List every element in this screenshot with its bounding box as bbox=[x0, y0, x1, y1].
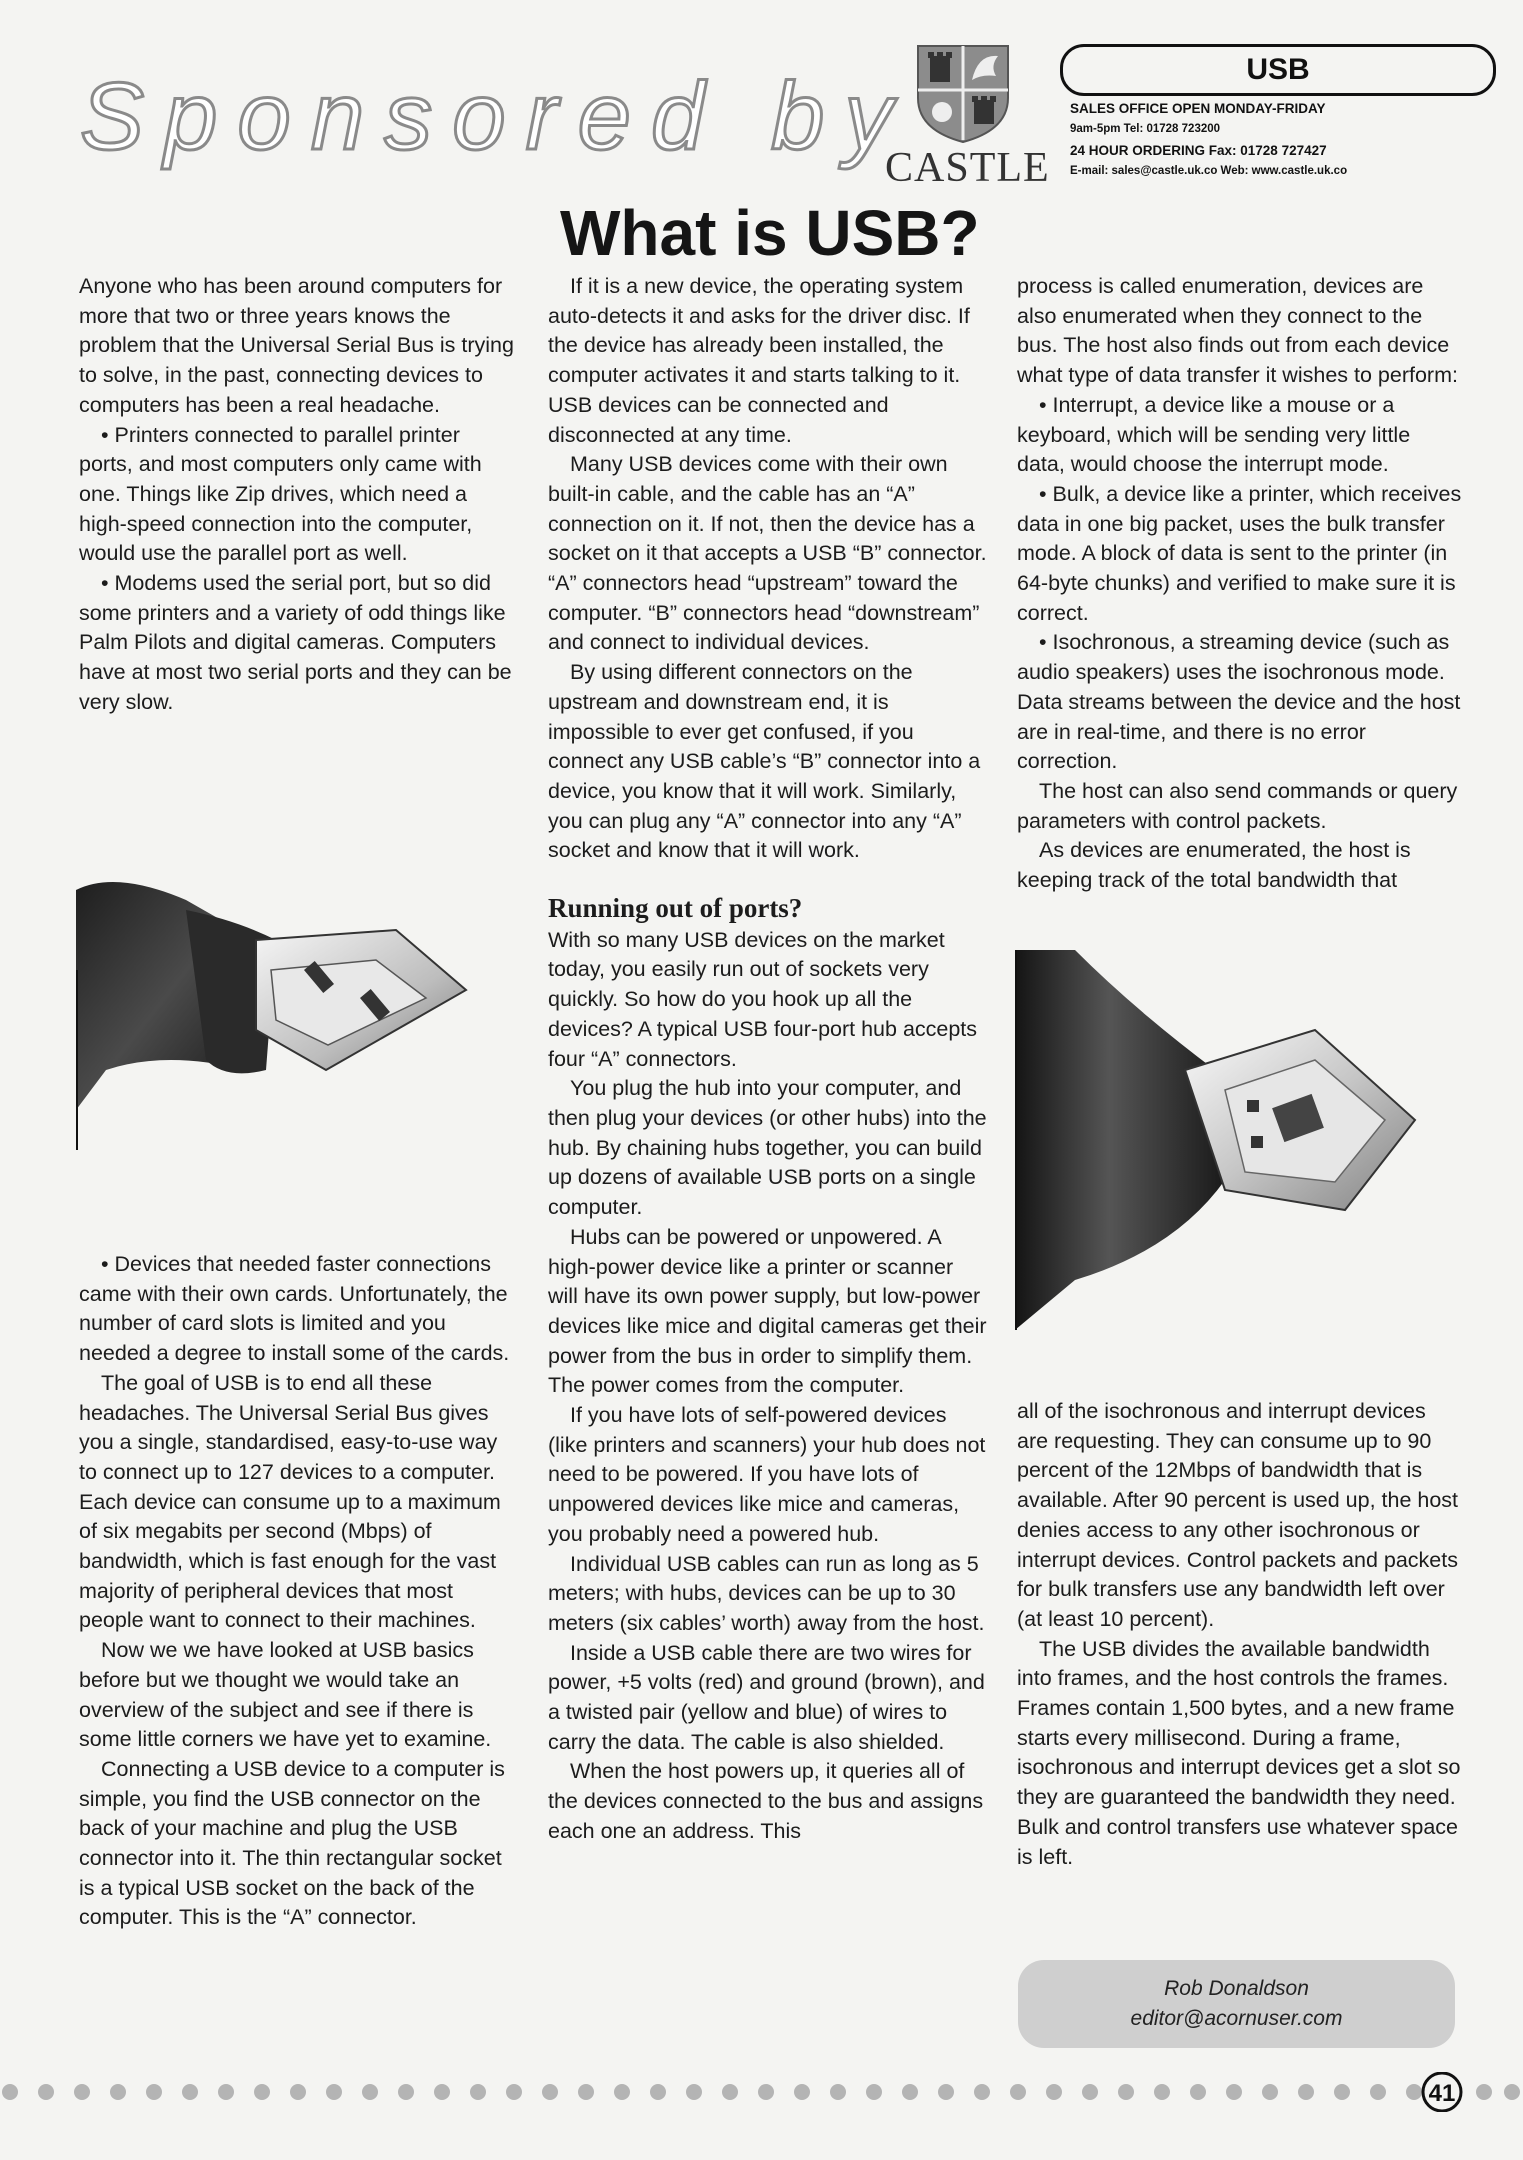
paragraph: • Printers connected to parallel printer ports, and most computers only came with one. Things like Zip drives, which need a high-speed connection into the computer, would use the parallel port as well. bbox=[79, 422, 482, 566]
footer-dot bbox=[1082, 2084, 1098, 2100]
sales-ordering: 24 HOUR ORDERING Fax: 01728 727427 bbox=[1070, 143, 1327, 158]
footer-dot bbox=[686, 2084, 702, 2100]
footer-dot bbox=[182, 2084, 198, 2100]
footer-dot bbox=[542, 2084, 558, 2100]
footer-dot bbox=[38, 2084, 54, 2100]
footer-dot bbox=[1406, 2084, 1422, 2100]
sales-contact: E-mail: sales@castle.uk.co Web: www.castle.uk.co bbox=[1070, 165, 1348, 177]
footer-dot bbox=[2, 2084, 18, 2100]
footer-dot bbox=[362, 2084, 378, 2100]
paragraph: If you have lots of self-powered devices (like printers and scanners) your hub does not need to be powered. If you have lots of unpowered devices like mice and cameras, you probably need a powered hub. bbox=[548, 1403, 986, 1546]
footer-dot bbox=[1154, 2084, 1170, 2100]
footer-dot bbox=[614, 2084, 630, 2100]
footer-dot bbox=[866, 2084, 882, 2100]
section-tab: USB bbox=[1060, 44, 1496, 96]
page-number: 41 bbox=[1428, 2080, 1456, 2107]
footer-dot bbox=[434, 2084, 450, 2100]
column-3-top bbox=[1017, 272, 1462, 896]
footer-dot bbox=[650, 2084, 666, 2100]
footer-dot bbox=[1476, 2084, 1492, 2100]
footer-dot bbox=[74, 2084, 90, 2100]
paragraph: Anyone who has been around computers for more that two or three years knows the problem that the Universal Serial Bus is trying to solve, in the past, connecting devices to computers has been a real headache. bbox=[79, 274, 514, 417]
footer-dot bbox=[398, 2084, 414, 2100]
paragraph: • Interrupt, a device like a mouse or a keyboard, which will be sending very little data, would choose the interrupt mode. bbox=[1017, 392, 1411, 477]
paragraph: As devices are enumerated, the host is keeping track of the total bandwidth that bbox=[1017, 838, 1411, 893]
footer-dot bbox=[1262, 2084, 1278, 2100]
column-1-top bbox=[79, 272, 514, 718]
footer-dot bbox=[1226, 2084, 1242, 2100]
footer-dot bbox=[326, 2084, 342, 2100]
sales-info bbox=[1070, 98, 1510, 182]
footer-dot bbox=[110, 2084, 126, 2100]
footer-dot bbox=[1118, 2084, 1134, 2100]
castle-crest-logo bbox=[912, 40, 1014, 144]
footer-dot bbox=[290, 2084, 306, 2100]
footer-dot bbox=[1504, 2084, 1520, 2100]
paragraph: Connecting a USB device to a computer is simple, you find the USB connector on the back of your machine and plug the USB connector into it. The thin rectangular socket is a typical USB socket on the back of the computer. This is the “A” connector. bbox=[79, 1756, 505, 1930]
sales-telephone: 9am-5pm Tel: 01728 723200 bbox=[1070, 123, 1221, 135]
footer-dot bbox=[938, 2084, 954, 2100]
footer-dot bbox=[470, 2084, 486, 2100]
footer-dot bbox=[146, 2084, 162, 2100]
paragraph: By using different connectors on the upstream and downstream end, it is impossible to ever get confused, if you connect any USB cable’s “B” connector into a device, you know that it will work. Similarly, you can plug any “A” connector into any “A” socket and know that it will work. bbox=[548, 660, 981, 863]
footer-dot bbox=[218, 2084, 234, 2100]
footer-dot bbox=[974, 2084, 990, 2100]
paragraph: The host can also send commands or query parameters with control packets. bbox=[1017, 778, 1458, 833]
footer-dot bbox=[1190, 2084, 1206, 2100]
footer-dot bbox=[506, 2084, 522, 2100]
column-2 bbox=[548, 272, 988, 1847]
usb-a-connector-photo bbox=[76, 870, 496, 1150]
sales-hours: SALES OFFICE OPEN MONDAY-FRIDAY bbox=[1070, 101, 1326, 116]
footer-dot bbox=[758, 2084, 774, 2100]
column-1-bottom bbox=[79, 1250, 514, 1933]
paragraph: Individual USB cables can run as long as 5 meters; with hubs, devices can be up to 30 meters (six cables’ worth) away from the host. bbox=[548, 1551, 985, 1635]
usb-b-connector-photo bbox=[1015, 950, 1435, 1330]
castle-brand: CASTLE bbox=[885, 145, 1050, 191]
article-title: What is USB? bbox=[560, 197, 980, 269]
paragraph: • Isochronous, a streaming device (such as audio speakers) uses the isochronous mode. Data streams between the device and the host are in real-time, and there is no error correction. bbox=[1017, 630, 1461, 774]
footer-dot bbox=[794, 2084, 810, 2100]
paragraph: If it is a new device, the operating system auto-detects it and asks for the driver disc. If the device has already been installed, the computer activates it and starts talking to it. USB devices can be connected and disconnected at any time. bbox=[548, 274, 970, 447]
footer-dot bbox=[1370, 2084, 1386, 2100]
paragraph: The goal of USB is to end all these headaches. The Universal Serial Bus gives you a single, standardised, easy-to-use way to connect up to 127 devices to a computer. Each device can consume up to a maximum of six megabits per second (Mbps) of bandwidth, which is fast enough for the vast majority of peripheral devices that most people want to connect to their machines. bbox=[79, 1370, 501, 1633]
author-name: Rob Donaldson bbox=[1164, 1977, 1309, 2000]
subheading: Running out of ports? bbox=[548, 893, 803, 924]
footer-dot bbox=[1010, 2084, 1026, 2100]
column-3-bottom bbox=[1017, 1397, 1462, 1872]
paragraph: When the host powers up, it queries all of the devices connected to the bus and assigns each one an address. This bbox=[548, 1759, 984, 1843]
footer-dot bbox=[1298, 2084, 1314, 2100]
footer-dot bbox=[578, 2084, 594, 2100]
paragraph: all of the isochronous and interrupt devices are requesting. They can consume up to 90 percent of the 12Mbps of bandwidth that is available. After 90 percent is used up, the host denies access to any other isochronous or interrupt devices. Control packets and packets for bulk transfers use any bandwidth left over (at least 10 percent). bbox=[1017, 1399, 1459, 1631]
footer-dot bbox=[1334, 2084, 1350, 2100]
footer-dot bbox=[722, 2084, 738, 2100]
paragraph: process is called enumeration, devices are also enumerated when they connect to the bus. The host also finds out from each device what type of data transfer it wishes to perform: bbox=[1017, 274, 1458, 388]
paragraph: With so many USB devices on the market today, you easily run out of sockets very quickly. So how do you hook up all the devices? A typical USB four-port hub accepts four “A” connectors. bbox=[548, 927, 978, 1071]
paragraph: Hubs can be powered or unpowered. A high-power device like a printer or scanner will have its own power supply, but low-power devices like mice and digital cameras get their power from the bus in order to simplify them. The power comes from the computer. bbox=[548, 1224, 987, 1398]
paragraph: Now we we have looked at USB basics before but we thought we would take an overview of the subject and see if there is some little corners we have yet to examine. bbox=[79, 1638, 492, 1752]
sponsored-by-heading: Sponsored by bbox=[80, 63, 913, 170]
author-credit bbox=[1018, 1960, 1455, 2048]
paragraph: Many USB devices come with their own built-in cable, and the cable has an “A” connection on it. If not, then the device has a socket on it that accepts a USB “B” connector. “A” connectors head “upstream” toward the computer. “B” connectors head “downstream” and connect to individual devices. bbox=[548, 452, 987, 655]
paragraph: • Devices that needed faster connections came with their own cards. Unfortunately, the number of card slots is limited and you needed a degree to install some of the cards. bbox=[79, 1252, 510, 1366]
footer-dot bbox=[1046, 2084, 1062, 2100]
paragraph: • Bulk, a device like a printer, which receives data in one big packet, uses the bulk transfer mode. A block of data is sent to the printer (in 64-byte chunks) and verified to make sure it is correct. bbox=[1017, 481, 1462, 625]
dotted-footer-rule bbox=[0, 2072, 1523, 2112]
paragraph: Inside a USB cable there are two wires for power, +5 volts (red) and ground (brown), and a twisted pair (yellow and blue) of wires to carry the data. The cable is also shielded. bbox=[548, 1640, 985, 1754]
paragraph: The USB divides the available bandwidth into frames, and the host controls the frames. Frames contain 1,500 bytes, and a new frame starts every millisecond. During a frame, isochronous and interrupt devices get a slot so they are guaranteed the bandwidth they need. Bulk and control transfers use whatever space is left. bbox=[1017, 1636, 1461, 1869]
footer-dot bbox=[902, 2084, 918, 2100]
author-email: editor@acornuser.com bbox=[1130, 2007, 1343, 2030]
paragraph: • Modems used the serial port, but so did some printers and a variety of odd things like Palm Pilots and digital cameras. Computers have at most two serial ports and they can be very slow. bbox=[79, 571, 512, 714]
footer-dot bbox=[254, 2084, 270, 2100]
footer-dot bbox=[830, 2084, 846, 2100]
paragraph: You plug the hub into your computer, and then plug your devices (or other hubs) into the hub. By chaining hubs together, you can build up dozens of available USB ports on a single computer. bbox=[548, 1076, 987, 1220]
